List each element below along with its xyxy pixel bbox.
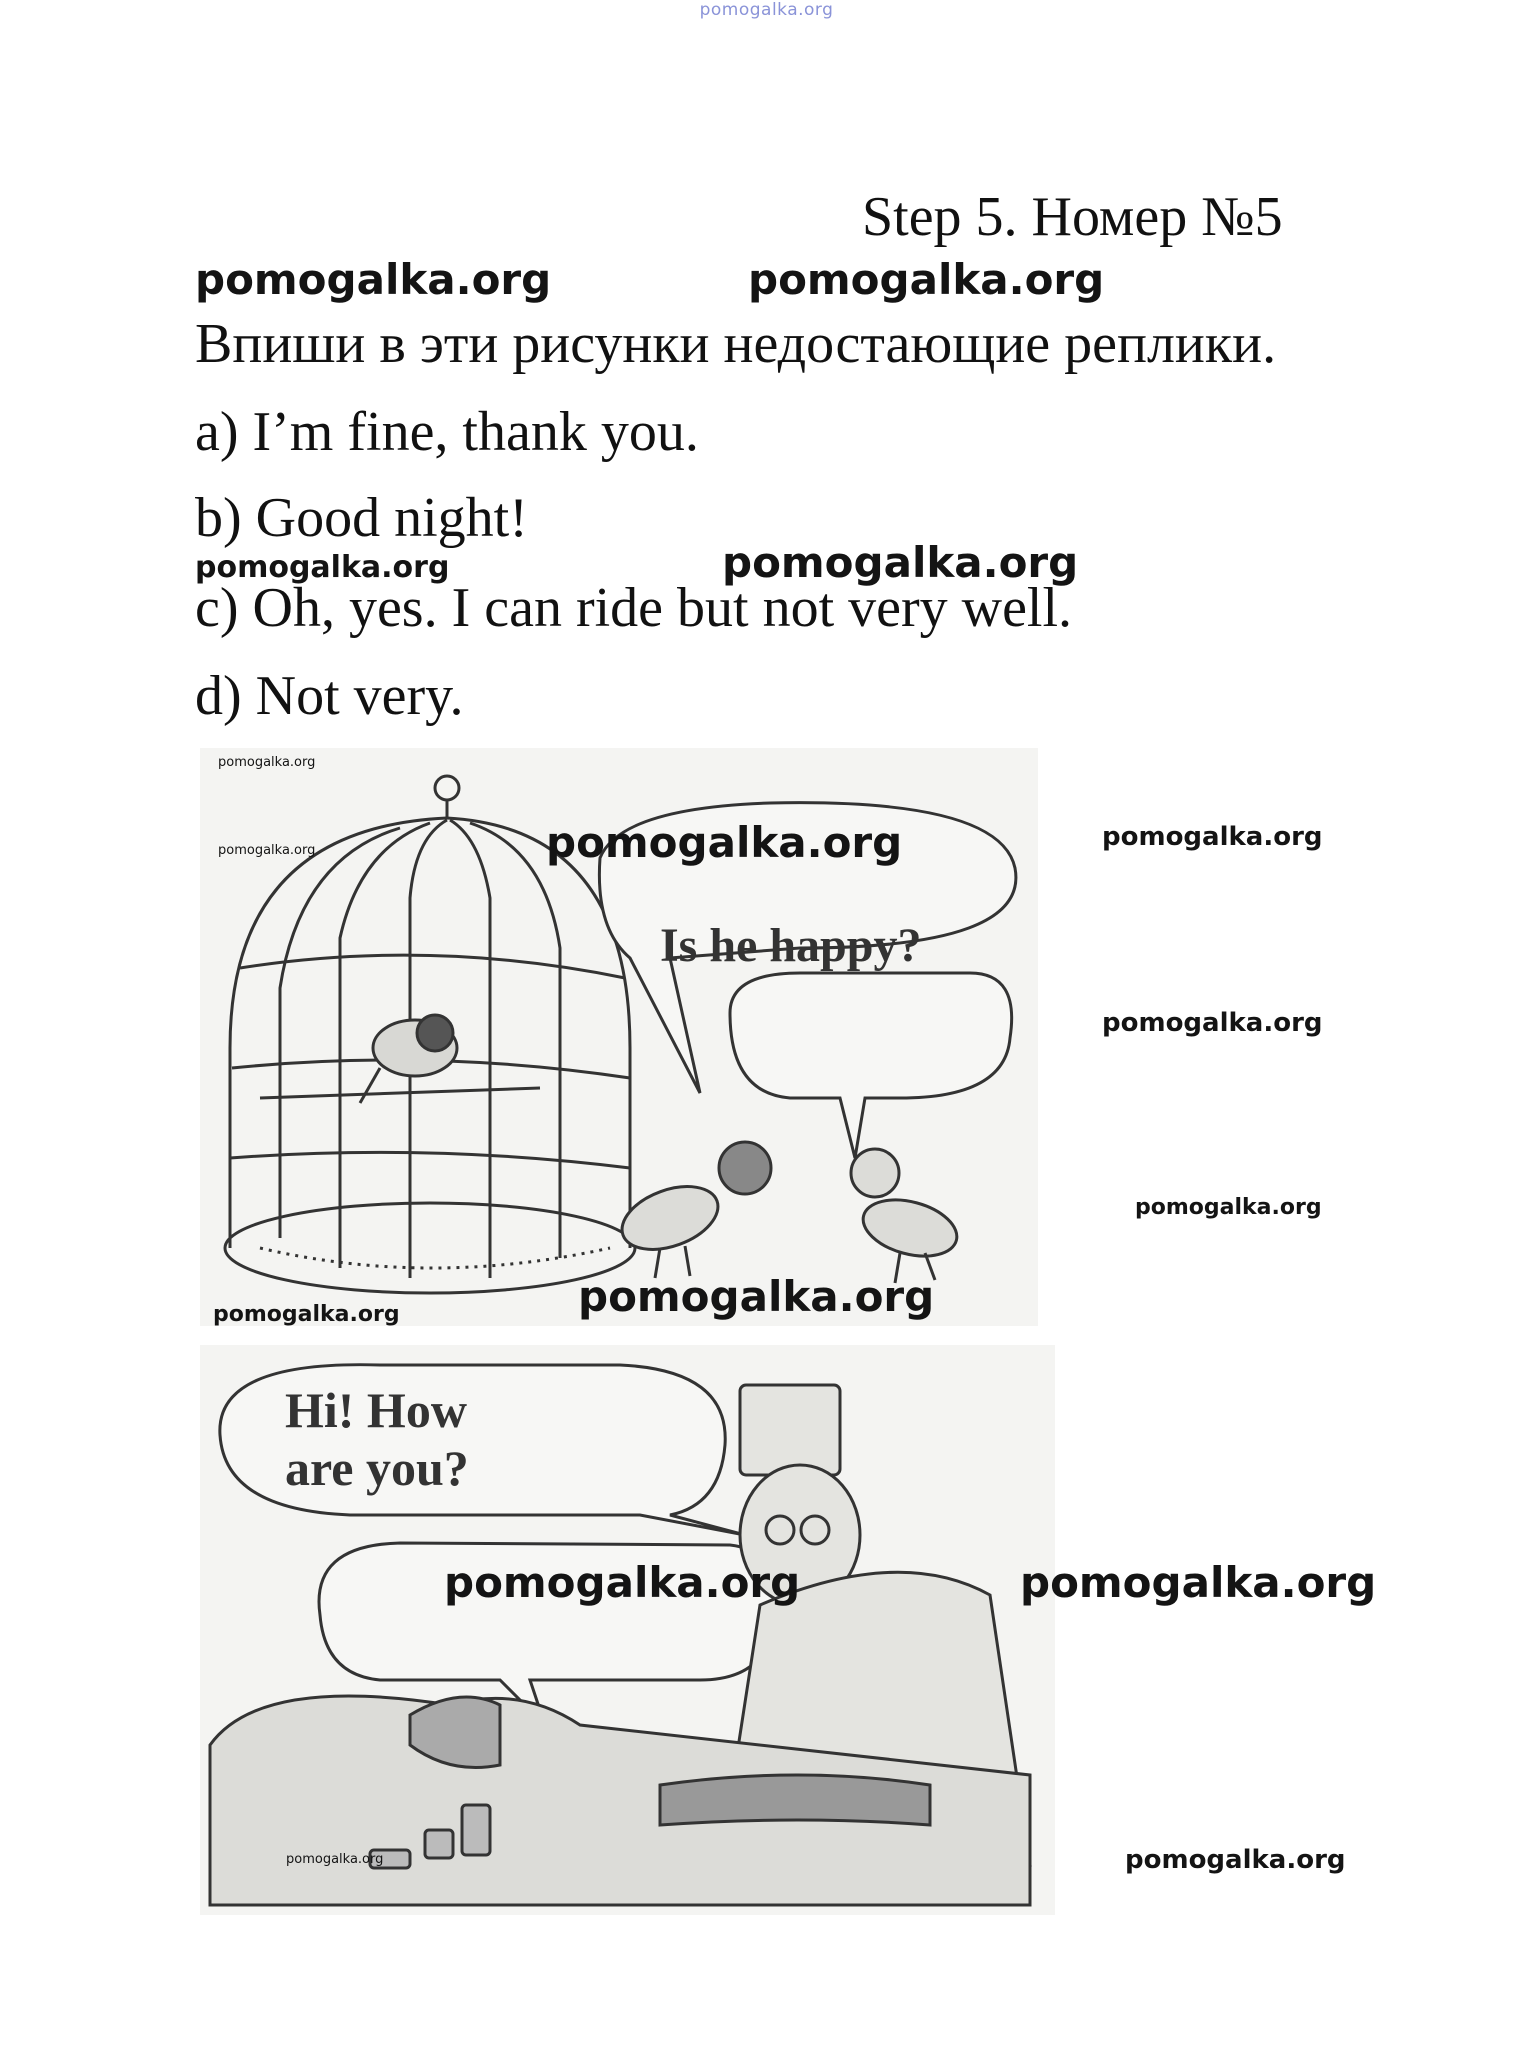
- answer-a: a) I’m fine, thank you.: [195, 401, 699, 463]
- watermark-text: pomogalka.org: [218, 843, 316, 858]
- bubble-is-he-happy: Is he happy?: [660, 919, 922, 972]
- watermark-text: pomogalka.org: [1125, 1845, 1346, 1875]
- watermark-text: pomogalka.org: [748, 255, 1105, 304]
- watermark-text: pomogalka.org: [578, 1272, 935, 1321]
- answer-c: c) Oh, yes. I can ride but not very well.: [195, 577, 1073, 639]
- doctor-illustration: [200, 1345, 1055, 1915]
- watermark-text: pomogalka.org: [722, 538, 1079, 587]
- bubble-hi-how: Hi! How: [285, 1382, 467, 1438]
- watermark-text: pomogalka.org: [546, 818, 903, 867]
- page-title: Step 5. Номер №5: [862, 186, 1283, 248]
- watermark-text: pomogalka.org: [218, 755, 316, 770]
- answer-d: d) Not very.: [195, 665, 464, 727]
- watermark-text: pomogalka.org: [286, 1852, 384, 1867]
- instruction-text: Впиши в эти рисунки недостающие реплики.: [195, 313, 1277, 375]
- top-watermark: pomogalka.org: [699, 0, 834, 20]
- watermark-text: pomogalka.org: [1135, 1195, 1322, 1220]
- watermark-text: pomogalka.org: [195, 255, 552, 304]
- watermark-text: pomogalka.org: [213, 1302, 400, 1327]
- bubble-are-you: are you?: [285, 1440, 469, 1496]
- watermark-text: pomogalka.org: [195, 550, 450, 585]
- doctor-drawing: [200, 1345, 1055, 1915]
- watermark-text: pomogalka.org: [444, 1558, 801, 1607]
- answer-b: b) Good night!: [195, 487, 528, 549]
- watermark-text: pomogalka.org: [1102, 1008, 1323, 1038]
- watermark-text: pomogalka.org: [1102, 822, 1323, 852]
- watermark-text: pomogalka.org: [1020, 1558, 1377, 1607]
